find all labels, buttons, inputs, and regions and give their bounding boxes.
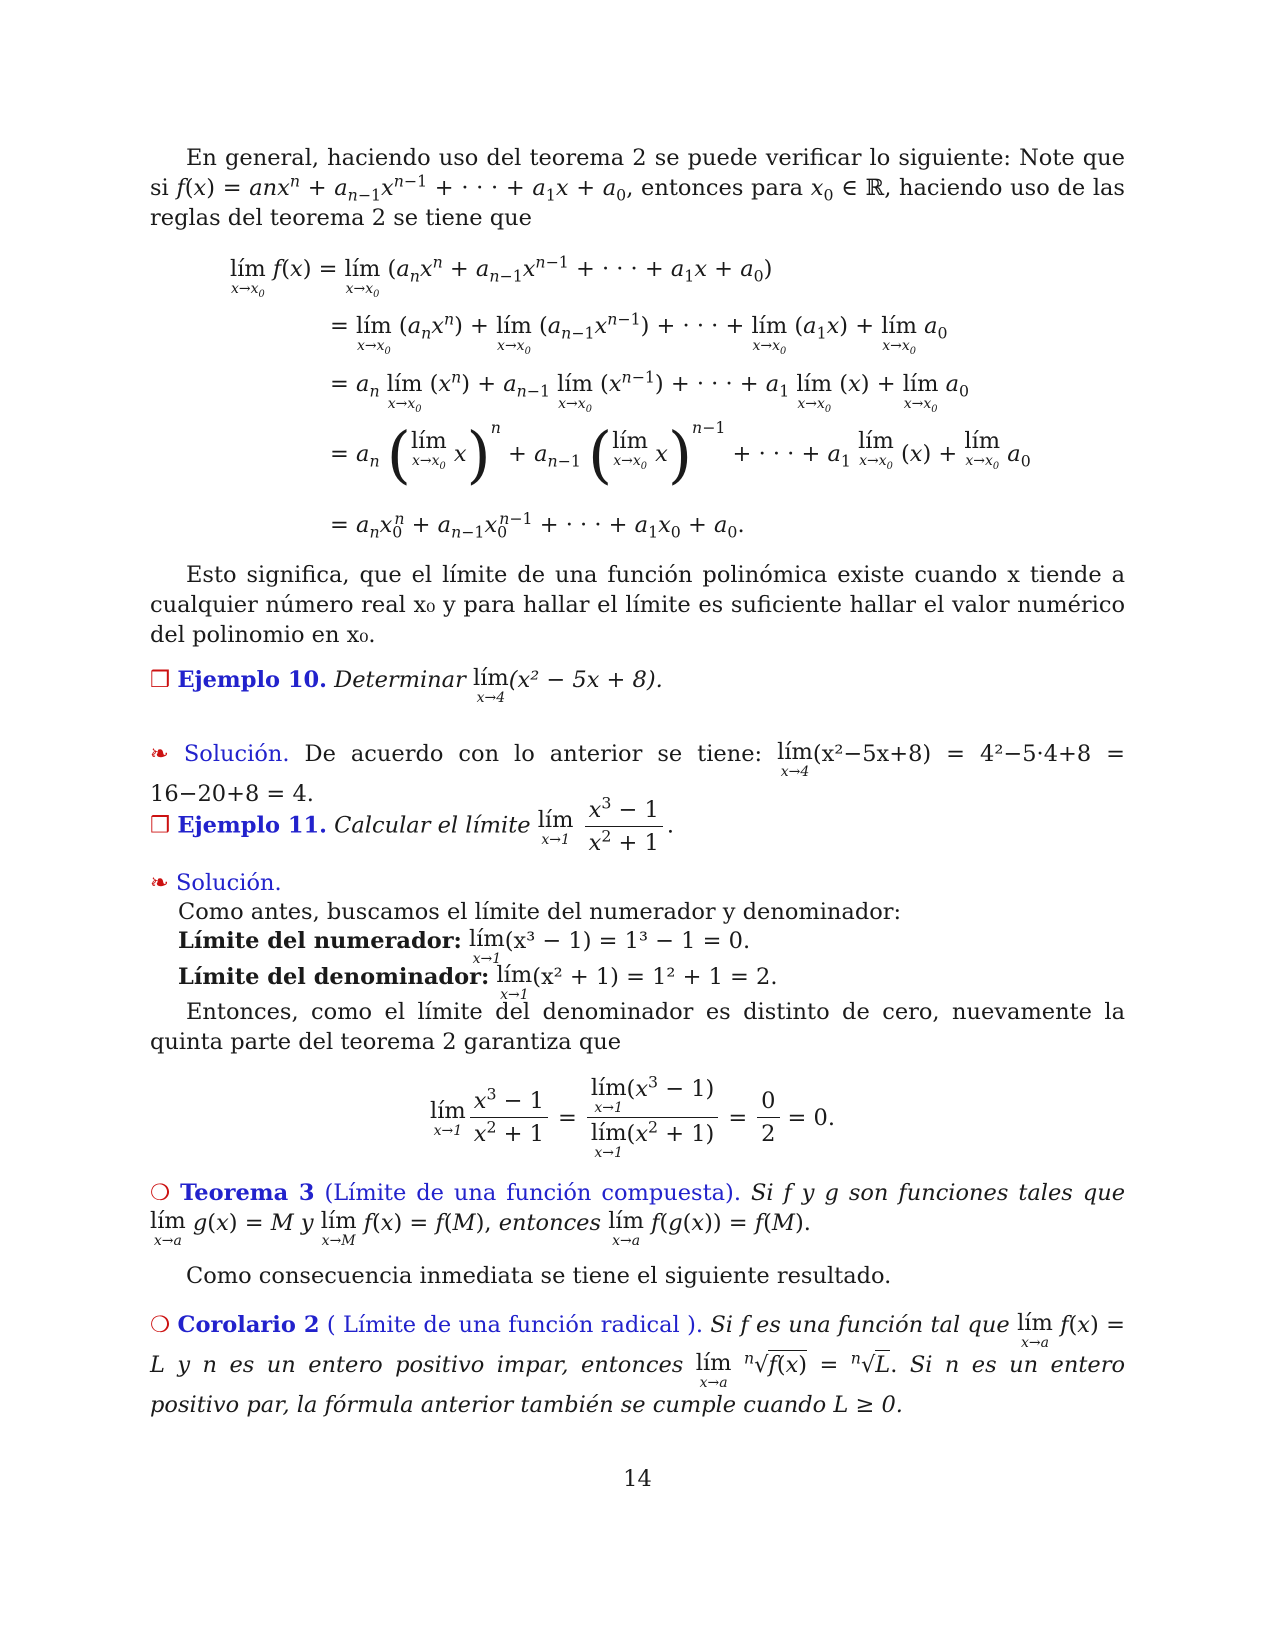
page-number: 14 xyxy=(623,1466,652,1492)
solution-marker-icon: ❧ xyxy=(150,741,169,767)
corollary-marker-icon: ❍ xyxy=(150,1312,171,1338)
theorem-marker-icon: ❍ xyxy=(150,1180,171,1206)
solution-10-result: (x²−5x+8) = 4²−5·4+8 = 16−20+8 = 4. xyxy=(150,741,1126,807)
example-11-prompt: Calcular el límite xyxy=(334,812,531,839)
corollary-2-label: Corolario 2 xyxy=(177,1312,320,1338)
theorem-3-label: Teorema 3 xyxy=(180,1180,315,1206)
corollary-2-line3: la fórmula anterior también se cumple cuando L ≥ 0. xyxy=(296,1392,903,1418)
corollary-2-text: Si f es una función tal que xyxy=(710,1312,1010,1338)
example-10-prompt: Determinar xyxy=(334,667,466,693)
corollary-2-title: ( Límite de una función radical ). xyxy=(326,1312,704,1338)
display-equation: lím x→1 $\frac{x^3 - 1}{x^2 + 1}$ = lím x→1 $(x^3 - 1)$ lím x→1 $(x^2 + 1)$ = $\frac{0}{2}$ = 0. xyxy=(430,1072,835,1161)
derivation-line-4: = $a_n$ ( lím $x\to x_0$ $x)^n + a_{n-1}$ ( lím $x\to x_0$ x)$^{n-1}$ + · · · + $a_1$ lím $x\to x_0$ (x) + lím $x\to x_0$ $a_0$ xyxy=(330,418,1031,491)
example-10: ❒ Ejemplo 10. Determinar lím x→4 (x² − 5x + 8). xyxy=(150,665,663,706)
denominator-expr: (x² + 1) = 1² + 1 = 2. xyxy=(532,964,778,990)
theorem-3-text: Si f y g son funciones tales que xyxy=(750,1180,1126,1206)
denominator-label: Límite del denominador: xyxy=(178,964,490,990)
solution-10-label: Solución. xyxy=(183,741,290,767)
numerator-expr: (x³ − 1) = 1³ − 1 = 0. xyxy=(504,928,751,954)
example-11-fraction: $\frac{x^3 - 1}{x^2 + 1}$ xyxy=(585,796,663,857)
solution-11-heading xyxy=(150,868,1125,898)
conclusion-paragraph: Esto significa, que el límite de una función polinómica existe cuando x tiende a cualquier número real x₀ y para hallar el límite es suficiente hallar el valor numérico del polinomio en x₀. xyxy=(150,562,1125,648)
derivation-line-2: = lím $x\to x_0$ $(a_nx^n)$ + lím $x\to x_0$ $(a_{n-1}x^{n-1})$ + · · · + lím $x\to x_0$ $(a_1x)$ + lím $x\to x_0$ $a_0$ xyxy=(330,309,948,357)
derivation-line-5: = $a_nx_0^n + a_{n-1}x_0^{n-1}$ + · · · + $a_1x_0 + a_0$. xyxy=(330,508,745,542)
solution-10: ❧ Solución. De acuerdo con lo anterior se tiene: lím x→4 (x²−5x+8) = 4²−5·4+8 = 16−20+8 = 4. xyxy=(150,739,1126,807)
derivation-line-3: = $a_n$ lím $x\to x_0$ $(x^n) + a_{n-1}$ lím $x\to x_0$ $(x^{n-1})$ + · · · + $a_1$ lím $x\to x_0$ (x) + lím $x\to x_0$ $a_0$ xyxy=(330,367,970,415)
intro-text-c: , haciendo uso de las reglas del teorema 2 se tiene que xyxy=(150,175,1125,231)
theorem-3-title: (Límite de una función compuesta). xyxy=(324,1180,741,1206)
intro-text-b: entonces para xyxy=(633,175,811,201)
page xyxy=(150,0,1125,1650)
theorem-3: ❍ Teorema 3 (Límite de una función compuesta). Si f y g son funciones tales que lím x→a g(x) = M y lím x→M f(x) = f(M), entonces lím x→a f(g(x)) = f(M). xyxy=(150,1180,1126,1249)
corollary-2: ❍ Corolario 2 ( Límite de una función radical ). Si f es una función tal que lím x→a f(x) = L y n es un entero positivo impar, entonces lím x→a $^n$√f(x) = $^n$√L. Si n es un entero positivo par, la fórmula anterior también se cumple cuando L ≥ 0. xyxy=(150,1310,1125,1418)
solution-11-denominator: Límite del denominador: lím x→1 (x² + 1) = 1² + 1 = 2. xyxy=(178,962,778,1003)
intro-paragraph: En general, haciendo uso del teorema 2 se puede verificar lo siguiente: Note que si $f(x) = anx^n + a_{n-1}x^{n-1}$ + · · · + $a_1x + a_0$, entonces para $x_0$ ∈ ℝ, haciendo uso de las reglas del teorema 2 se tiene que xyxy=(150,145,1125,231)
numerator-label: Límite del numerador: xyxy=(178,928,462,954)
derivation-line-1: lím $x\to x_0$ f(x) = lím $x\to x_0$ ($a_nx^n + a_{n-1}x^{n-1}$ + · · · + $a_1x + a_0$) xyxy=(230,252,773,300)
intro-text-a: En general, haciendo uso del teorema 2 se puede verificar lo siguiente: Note que si xyxy=(150,145,1125,201)
solution-11-conclusion: Entonces, como el límite del denominador es distinto de cero, nuevamente la quinta parte del teorema 2 garantiza que xyxy=(150,999,1125,1055)
solution-11-label: Solución. xyxy=(176,870,282,896)
consequence-paragraph: Como consecuencia inmediata se tiene el siguiente resultado. xyxy=(186,1263,892,1289)
solution-11-line1: Como antes, buscamos el límite del numerador y denominador: xyxy=(178,899,902,925)
example-marker-icon: ❒ xyxy=(150,812,171,839)
example-10-label: Ejemplo 10. xyxy=(177,667,328,693)
example-10-expr: (x² − 5x + 8). xyxy=(508,667,663,693)
example-11-label: Ejemplo 11. xyxy=(177,812,328,839)
example-marker-icon: ❒ xyxy=(150,667,171,693)
solution-10-text: De acuerdo con lo anterior se tiene: xyxy=(304,741,763,767)
solution-11-numerator: Límite del numerador: lím x→1 (x³ − 1) = 1³ − 1 = 0. xyxy=(178,926,751,967)
example-11: ❒ Ejemplo 11. Calcular el límite lím x→1 $\frac{x^3 - 1}{x^2 + 1}$ . xyxy=(150,793,674,856)
solution-marker-icon: ❧ xyxy=(150,870,169,896)
